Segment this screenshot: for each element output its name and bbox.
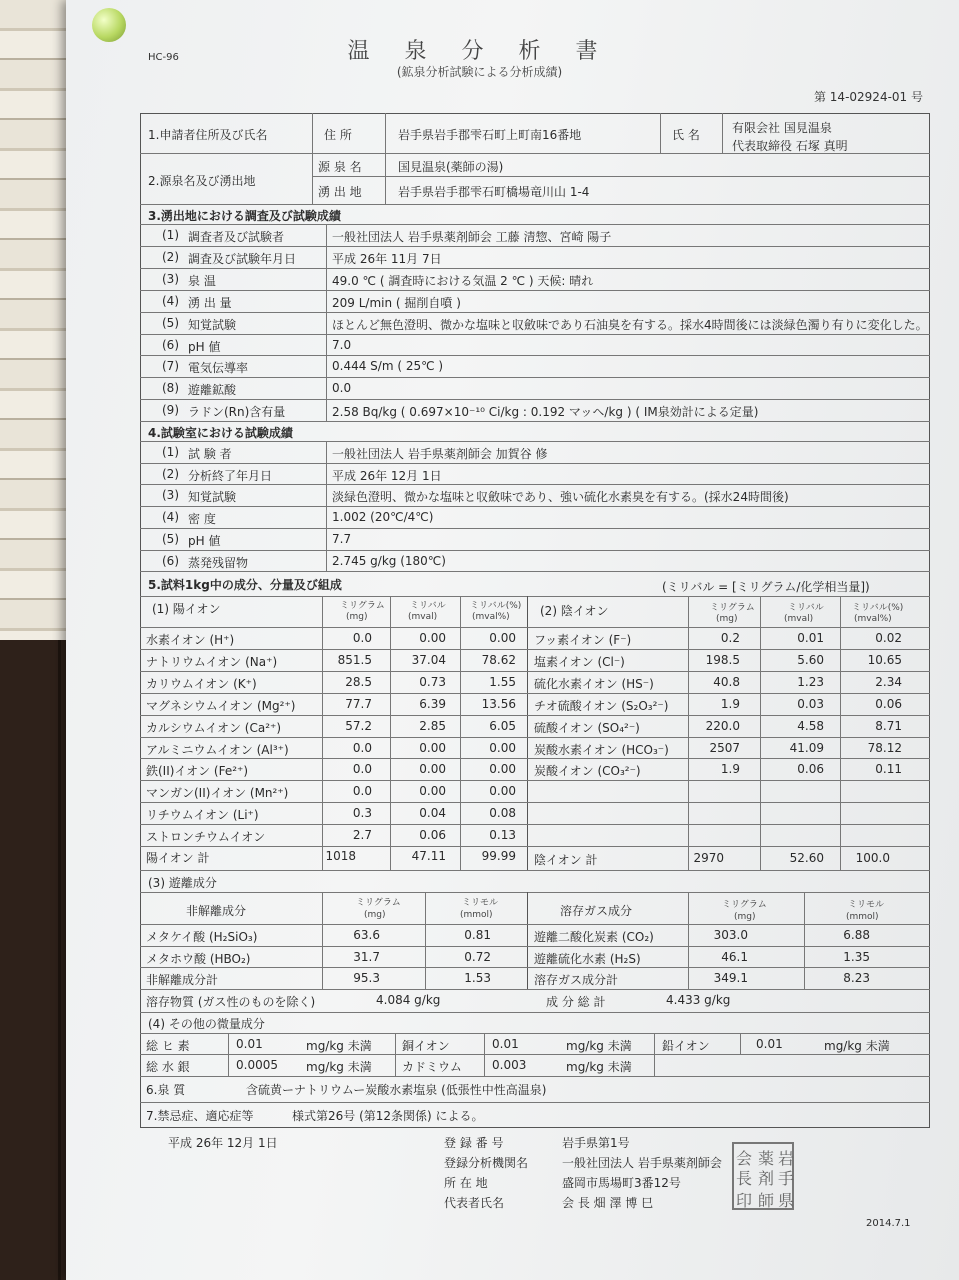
- anion-pct: 78.12: [867, 740, 902, 755]
- cation-mg: 28.5: [345, 674, 372, 689]
- name-label: 氏 名: [672, 128, 700, 142]
- document-title: 温 泉 分 析 書: [347, 39, 612, 64]
- survey-row-number: (9): [162, 403, 179, 418]
- anion-pct: 0.06: [875, 696, 902, 711]
- nonion-mg-header: ミリグラム: [356, 898, 401, 908]
- survey-row-value: ほとんど無色澄明、微かな塩味と収斂味であり石油臭を有する。採水4時間後には淡緑色濁り有りに変化した。: [332, 317, 928, 332]
- address-label: 住 所: [324, 128, 352, 142]
- trace-unit: mg/kg 未満: [306, 1060, 372, 1074]
- anion-pct: 8.71: [875, 718, 902, 733]
- total-label: 成 分 総 計: [546, 995, 606, 1009]
- lab-row-value: 7.7: [332, 531, 352, 546]
- lab-row-label: 密 度: [188, 512, 216, 527]
- seal-character: 印: [736, 1191, 753, 1210]
- trace-name: カドミウム: [402, 1060, 462, 1074]
- cation-heading: (1) 陽イオン: [152, 602, 221, 616]
- anion-pct-unit: (mval%): [854, 614, 892, 624]
- trace-unit: mg/kg 未満: [566, 1060, 632, 1074]
- trace-name: 総 ヒ 素: [146, 1039, 190, 1053]
- survey-heading: 3.湧出地における調査及び試験成績: [148, 209, 341, 223]
- survey-row-label: ラドン(Rn)含有量: [188, 405, 286, 420]
- survey-row-label: 遊離鉱酸: [188, 383, 237, 398]
- gas-mg-header: ミリグラム: [722, 900, 767, 910]
- cation-mval: 0.04: [419, 806, 446, 821]
- nonion-name: メタホウ酸 (HBO₂): [146, 951, 251, 966]
- survey-row-value: 0.0: [332, 381, 352, 396]
- anion-name: フッ素イオン (F⁻): [534, 633, 632, 647]
- source-heading: 2.源泉名及び湧出地: [148, 174, 256, 188]
- door-groove: [58, 640, 61, 1280]
- cation-pct: 0.00: [489, 740, 516, 755]
- anion-name: 塩素イオン (Cl⁻): [534, 654, 625, 669]
- survey-row-value: 平成 26年 11月 7日: [332, 251, 442, 266]
- anion-name: 炭酸イオン (CO₃²⁻): [534, 764, 641, 779]
- nonion-heading: 非解離成分: [186, 904, 247, 918]
- trace-name: 鉛イオン: [662, 1039, 710, 1053]
- anion-name: 炭酸水素イオン (HCO₃⁻): [534, 742, 669, 757]
- gas-mmol: 6.88: [843, 928, 870, 942]
- survey-row-value: 0.444 S/m ( 25℃ ): [332, 359, 444, 374]
- cation-mval: 0.06: [419, 828, 446, 843]
- nonion-mmol: 0.81: [464, 928, 491, 942]
- nonion-mmol-unit: (mmol): [460, 910, 493, 920]
- anion-mval: 41.09: [789, 740, 824, 755]
- quality-label: 6.泉 質: [146, 1083, 186, 1097]
- seal-character: 手: [778, 1169, 795, 1188]
- dissolved-label: 溶存物質 (ガス性のものを除く): [146, 995, 316, 1009]
- cation-mg-unit: (mg): [346, 612, 368, 622]
- gas-name: 遊離硫化水素 (H₂S): [534, 951, 641, 966]
- anion-total-pct: 100.0: [855, 851, 890, 865]
- anion-mval-unit: (mval): [784, 614, 814, 624]
- cation-mg: 0.3: [352, 806, 372, 821]
- source-name: 国見温泉(薬師の湯): [398, 160, 504, 174]
- cation-mval: 0.73: [419, 674, 446, 689]
- nonion-name: 非解離成分計: [146, 973, 219, 988]
- cation-pct: 78.62: [481, 652, 516, 667]
- cation-pct: 0.00: [489, 762, 516, 777]
- lab-row-number: (6): [162, 553, 179, 568]
- cation-mg: 0.0: [352, 784, 372, 799]
- cation-mg: 0.0: [352, 740, 372, 755]
- lab-row-number: (1): [162, 445, 179, 459]
- representative-name: 代表取締役 石塚 真明: [732, 139, 848, 153]
- cation-mg: 0.0: [352, 631, 372, 645]
- lab-row-value: 淡緑色澄明、微かな塩味と収斂味であり、強い硫化水素臭を有する。(採水24時間後): [332, 490, 789, 505]
- trace-unit: mg/kg 未満: [824, 1039, 890, 1053]
- nonion-mg: 95.3: [353, 971, 380, 986]
- lab-row-value: 1.002 (20℃/4℃): [332, 510, 434, 525]
- gas-mmol: 1.35: [843, 949, 870, 964]
- anion-mg-unit: (mg): [716, 614, 738, 624]
- cation-mval: 0.00: [419, 784, 446, 799]
- components-heading: 5.試料1kg中の成分、分量及び組成: [148, 578, 342, 592]
- survey-row-label: 湧 出 量: [188, 295, 232, 310]
- survey-row-value: 一般社団法人 岩手県薬剤師会 工藤 清惣、宮崎 陽子: [332, 230, 612, 244]
- anion-total-label: 陰イオン 計: [534, 853, 598, 867]
- lab-row-value: 平成 26年 12月 1日: [332, 468, 442, 483]
- lab-row-label: pH 値: [188, 533, 221, 548]
- trace-name: 銅イオン: [402, 1039, 450, 1053]
- source-location-label: 湧 出 地: [318, 185, 362, 199]
- trace-value: 0.01: [756, 1037, 783, 1051]
- gas-name: 溶存ガス成分計: [534, 973, 619, 988]
- survey-row-label: 調査及び試験年月日: [188, 251, 297, 266]
- survey-row-label: 知覚試験: [188, 317, 237, 332]
- cation-name: 鉄(II)イオン (Fe²⁺): [146, 764, 249, 779]
- official-seal: [732, 1142, 794, 1210]
- dissolved-value: 4.084 g/kg: [376, 993, 441, 1007]
- cation-name: リチウムイオン (Li⁺): [146, 808, 259, 823]
- anion-mval-header: ミリバル: [788, 603, 824, 613]
- free-heading: (3) 遊離成分: [148, 876, 217, 890]
- cation-name: マンガン(II)イオン (Mn²⁺): [146, 786, 289, 801]
- anion-mg: 2507: [709, 740, 740, 755]
- cation-pct: 0.00: [489, 784, 516, 799]
- survey-row-label: 泉 温: [188, 273, 216, 288]
- cation-total-label: 陽イオン 計: [146, 851, 210, 865]
- cation-name: マグネシウムイオン (Mg²⁺): [146, 698, 296, 713]
- cation-pct: 13.56: [481, 696, 516, 711]
- print-date: 2014.7.1: [866, 1218, 911, 1229]
- survey-row-number: (6): [162, 337, 179, 352]
- document-subtitle: (鉱泉分析試験による分析成績): [396, 65, 563, 79]
- anion-mval: 4.58: [797, 718, 824, 733]
- cation-pct-header: ミリバル(%): [470, 601, 522, 611]
- form-code: HC-96: [148, 52, 179, 63]
- trace-value: 0.0005: [236, 1058, 278, 1072]
- survey-row-number: (4): [162, 293, 179, 308]
- cation-name: カリウムイオン (K⁺): [146, 676, 257, 691]
- anion-heading: (2) 陰イオン: [540, 604, 609, 618]
- anion-mg-header: ミリグラム: [710, 603, 755, 613]
- lab-row-number: (2): [162, 466, 179, 481]
- trace-value: 0.01: [492, 1037, 519, 1051]
- registration-label: 登録分析機関名: [444, 1156, 529, 1170]
- cation-name: ナトリウムイオン (Na⁺): [146, 654, 278, 669]
- cation-mval: 6.39: [419, 696, 446, 711]
- trace-heading: (4) その他の微量成分: [148, 1017, 265, 1031]
- cation-mg: 77.7: [345, 696, 372, 711]
- nonion-mg: 31.7: [353, 949, 380, 964]
- nonion-mmol-header: ミリモル: [462, 898, 499, 908]
- anion-total-mval: 52.60: [789, 851, 824, 865]
- cation-mval: 0.00: [419, 631, 446, 645]
- cation-mval-unit: (mval): [408, 612, 438, 622]
- anion-pct-header: ミリバル(%): [852, 603, 904, 613]
- cation-mg: 0.0: [352, 762, 372, 777]
- lab-row-number: (5): [162, 531, 179, 546]
- gas-mmol-header: ミリモル: [848, 900, 885, 910]
- lab-row-number: (3): [162, 488, 179, 503]
- cation-name: ストロンチウムイオン: [146, 830, 266, 845]
- cation-mg: 2.7: [352, 828, 372, 843]
- cation-total-mg: 1018: [325, 849, 356, 863]
- trace-unit: mg/kg 未満: [306, 1039, 372, 1053]
- cation-pct: 1.55: [489, 674, 516, 689]
- cation-mg: 851.5: [337, 652, 372, 667]
- nonion-name: メタケイ酸 (H₂SiO₃): [146, 930, 258, 944]
- company-name: 有限会社 国見温泉: [732, 121, 832, 135]
- survey-row-number: (5): [162, 315, 179, 330]
- cation-pct-unit: (mval%): [472, 612, 510, 622]
- gas-mg: 46.1: [721, 949, 748, 964]
- survey-row-value: 49.0 ℃ ( 調査時における気温 2 ℃ ) 天候: 晴れ: [332, 273, 594, 288]
- registration-value: 一般社団法人 岩手県薬剤師会: [562, 1156, 722, 1170]
- contra-label: 7.禁忌症、適応症等: [146, 1109, 254, 1123]
- gas-mg: 349.1: [713, 971, 748, 986]
- trace-name: 総 水 銀: [146, 1060, 190, 1074]
- cation-total-mval: 47.11: [411, 849, 446, 863]
- cation-pct: 0.00: [489, 631, 516, 645]
- trace-value: 0.003: [492, 1058, 527, 1072]
- anion-mval: 0.01: [797, 631, 824, 645]
- mval-note: (ミリバル = [ミリグラム/化学相当量]): [662, 580, 870, 594]
- registration-value: 岩手県第1号: [562, 1136, 630, 1150]
- anion-mval: 1.23: [797, 674, 824, 689]
- source-name-label: 源 泉 名: [318, 160, 362, 174]
- registration-label: 代表者氏名: [444, 1196, 505, 1210]
- address-value: 岩手県岩手郡雫石町上町南16番地: [398, 128, 582, 142]
- cation-total-pct: 99.99: [481, 849, 516, 863]
- seal-character: 岩: [778, 1149, 795, 1168]
- anion-name: 硫化水素イオン (HS⁻): [534, 676, 654, 691]
- anion-mg: 1.9: [720, 696, 740, 711]
- nonion-mmol: 1.53: [464, 971, 491, 986]
- applicant-heading: 1.申請者住所及び氏名: [148, 128, 268, 142]
- cation-mg-header: ミリグラム: [340, 601, 385, 611]
- trace-unit: mg/kg 未満: [566, 1039, 632, 1053]
- nonion-mg-unit: (mg): [364, 910, 386, 920]
- survey-row-value: 209 L/min ( 掘削自噴 ): [332, 295, 461, 310]
- lab-row-label: 知覚試験: [188, 490, 237, 505]
- survey-row-number: (1): [162, 228, 179, 242]
- total-value: 4.433 g/kg: [666, 993, 731, 1007]
- anion-name: チオ硫酸イオン (S₂O₃²⁻): [534, 698, 669, 713]
- survey-row-value: 2.58 Bq/kg ( 0.697×10⁻¹⁰ Ci/kg : 0.192 マッヘ/kg ) ( IM泉効計による定量): [332, 405, 759, 420]
- trace-value: 0.01: [236, 1037, 263, 1051]
- survey-row-label: 調査者及び試験者: [188, 230, 285, 244]
- cation-mg: 57.2: [345, 718, 372, 733]
- registration-value: 盛岡市馬場町3番12号: [562, 1176, 681, 1190]
- anion-pct: 2.34: [875, 674, 902, 689]
- survey-row-label: pH 値: [188, 339, 221, 354]
- seal-character: 長: [736, 1169, 753, 1188]
- cation-mval: 2.85: [419, 718, 446, 733]
- lab-row-label: 分析終了年月日: [188, 468, 273, 483]
- seal-character: 剤: [758, 1169, 775, 1188]
- seal-character: 薬: [758, 1149, 775, 1168]
- gas-name: 遊離二酸化炭素 (CO₂): [534, 930, 654, 944]
- cation-mval: 0.00: [419, 762, 446, 777]
- anion-pct: 0.02: [875, 631, 902, 645]
- cation-mval: 37.04: [411, 652, 446, 667]
- gas-mmol-unit: (mmol): [846, 912, 879, 922]
- cation-pct: 0.13: [489, 828, 516, 843]
- seal-character: 師: [758, 1191, 775, 1210]
- anion-pct: 10.65: [867, 652, 902, 667]
- anion-mg: 40.8: [713, 674, 740, 689]
- lab-row-number: (4): [162, 510, 179, 525]
- gas-mmol: 8.23: [843, 971, 870, 986]
- survey-row-number: (2): [162, 249, 179, 264]
- contra-value: 様式第26号 (第12条関係) による。: [292, 1109, 484, 1123]
- lab-heading: 4.試験室における試験成績: [148, 426, 293, 440]
- survey-row-number: (7): [162, 359, 179, 374]
- cation-mval-header: ミリバル: [410, 601, 446, 611]
- seal-character: 県: [778, 1191, 795, 1210]
- survey-row-number: (8): [162, 381, 179, 396]
- cation-name: アルミニウムイオン (Al³⁺): [146, 742, 289, 757]
- cation-pct: 6.05: [489, 718, 516, 733]
- anion-pct: 0.11: [875, 762, 902, 777]
- anion-mval: 5.60: [797, 652, 824, 667]
- source-location: 岩手県岩手郡雫石町橋場竜川山 1-4: [398, 185, 590, 199]
- gas-mg-unit: (mg): [734, 912, 756, 922]
- cation-mval: 0.00: [419, 740, 446, 755]
- nonion-mmol: 0.72: [464, 949, 491, 964]
- lab-row-label: 蒸発残留物: [188, 555, 249, 570]
- survey-row-label: 電気伝導率: [188, 361, 249, 376]
- issue-date: 平成 26年 12月 1日: [168, 1136, 278, 1150]
- anion-mg: 1.9: [720, 762, 740, 777]
- lab-row-value: 2.745 g/kg (180℃): [332, 553, 446, 568]
- gas-heading: 溶存ガス成分: [560, 904, 633, 918]
- anion-mval: 0.03: [797, 696, 824, 711]
- lab-row-label: 試 験 者: [188, 447, 232, 461]
- anion-mg: 198.5: [705, 652, 740, 667]
- anion-mg: 220.0: [705, 718, 740, 733]
- registration-label: 登 録 番 号: [444, 1136, 504, 1150]
- survey-row-value: 7.0: [332, 337, 352, 352]
- survey-row-number: (3): [162, 271, 179, 286]
- cation-name: 水素イオン (H⁺): [146, 633, 235, 647]
- registration-label: 所 在 地: [444, 1176, 488, 1190]
- anion-total-mg: 2970: [693, 851, 724, 865]
- anion-mg: 0.2: [720, 631, 740, 645]
- cation-name: カルシウムイオン (Ca²⁺): [146, 720, 282, 735]
- document-number: 第 14-02924-01 号: [813, 90, 923, 104]
- nonion-mg: 63.6: [353, 928, 380, 942]
- cation-pct: 0.08: [489, 806, 516, 821]
- gas-mg: 303.0: [713, 928, 748, 942]
- anion-name: 硫酸イオン (SO₄²⁻): [534, 720, 640, 735]
- quality-value: 含硫黄ーナトリウムー炭酸水素塩泉 (低張性中性高温泉): [246, 1083, 547, 1097]
- anion-mval: 0.06: [797, 762, 824, 777]
- lab-row-value: 一般社団法人 岩手県薬剤師会 加賀谷 修: [332, 447, 548, 461]
- registration-value: 会 長 畑 澤 博 巳: [562, 1196, 654, 1210]
- seal-character: 会: [736, 1149, 753, 1168]
